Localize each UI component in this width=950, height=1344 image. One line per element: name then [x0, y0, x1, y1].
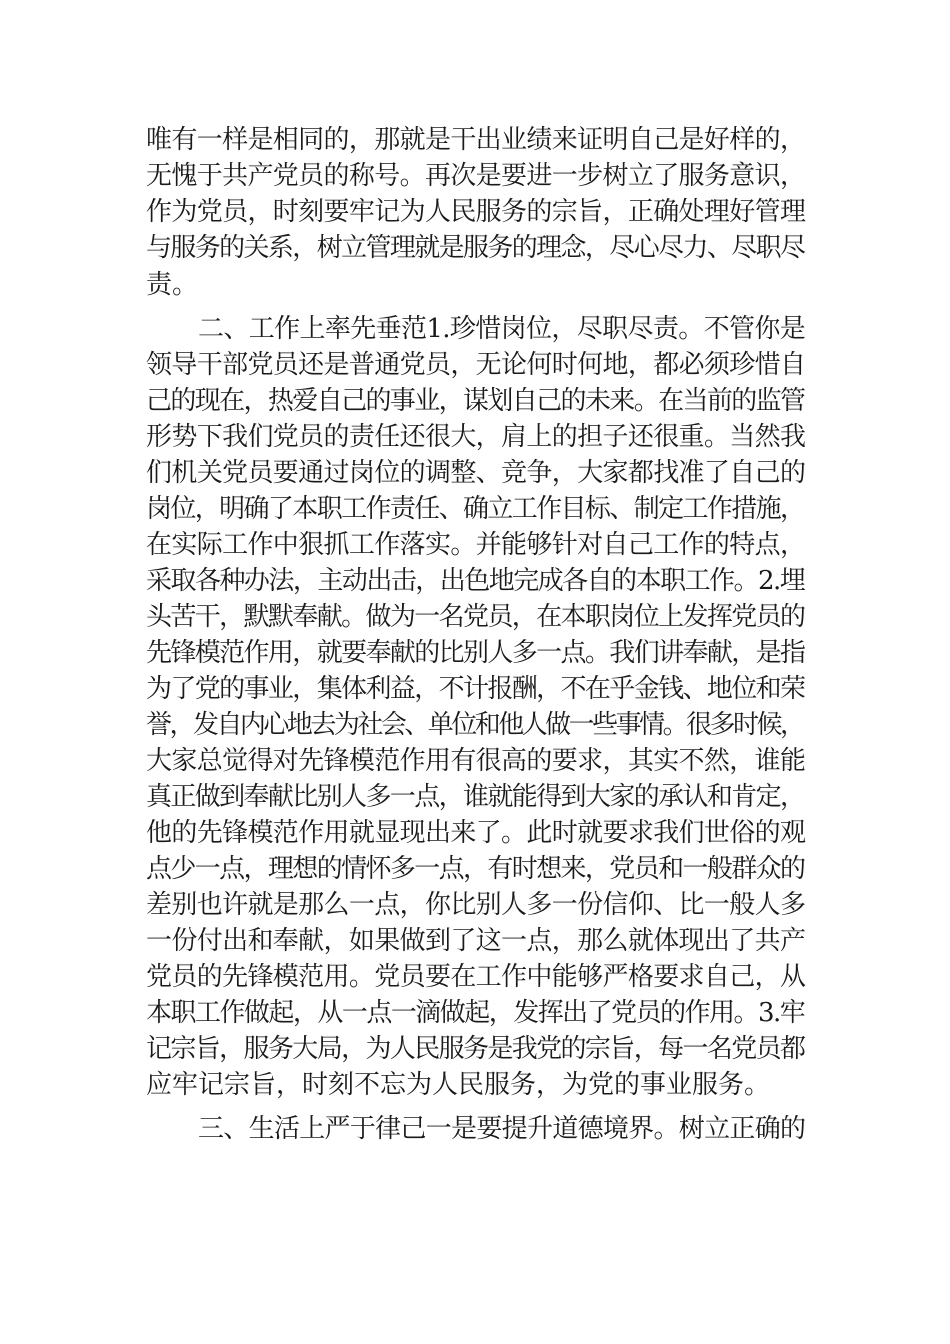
text-line: 三、生活上严于律己一是要提升道德境界。树立正确的 — [198, 1114, 806, 1144]
text-line: 唯有一样是相同的，那就是干出业绩来证明自己是好样的， — [146, 125, 806, 155]
text-line: 岗位，明确了本职工作责任、确立工作目标、制定工作措施， — [146, 494, 805, 524]
text-line: 作为党员，时刻要牢记为人民服务的宗旨，正确处理好管理 — [146, 197, 806, 227]
text-line: 二、工作上率先垂范1.珍惜岗位，尽职尽责。不管你是 — [198, 314, 806, 344]
text-line: 责。 — [146, 270, 199, 300]
text-line: 领导干部党员还是普通党员，无论何时何地，都必须珍惜自 — [146, 350, 806, 380]
text-line: 为了党的事业，集体利益，不计报酬，不在乎金钱、地位和荣 — [146, 674, 805, 704]
text-line: 采取各种办法，主动出击，出色地完成各自的本职工作。2.埋 — [146, 566, 805, 596]
text-line: 无愧于共产党员的称号。再次是要进一步树立了服务意识， — [146, 161, 806, 191]
text-line: 点少一点，理想的情怀多一点，有时想来，党员和一般群众的 — [146, 854, 805, 884]
text-line: 本职工作做起，从一点一滴做起，发挥出了党员的作用。3.牢 — [146, 998, 805, 1028]
text-line: 头苦干，默默奉献。做为一名党员，在本职岗位上发挥党员的 — [146, 602, 805, 632]
text-line: 先锋模范作用，就要奉献的比别人多一点。我们讲奉献，是指 — [146, 638, 805, 668]
text-line: 誉，发自内心地去为社会、单位和他人做一些事情。很多时候， — [146, 710, 804, 740]
text-line: 与服务的关系，树立管理就是服务的理念，尽心尽力、尽职尽 — [146, 233, 805, 263]
text-line: 记宗旨，服务大局，为人民服务是我党的宗旨，每一名党员都 — [146, 1034, 805, 1064]
text-line: 党员的先锋模范用。党员要在工作中能够严格要求自己，从 — [146, 962, 806, 992]
text-line: 们机关党员要通过岗位的调整、竞争，大家都找准了自己的 — [146, 458, 806, 488]
text-line: 形势下我们党员的责任还很大，肩上的担子还很重。当然我 — [146, 422, 806, 452]
text-line: 在实际工作中狠抓工作落实。并能够针对自己工作的特点， — [146, 530, 806, 560]
text-line: 应牢记宗旨，时刻不忘为人民服务，为党的事业服务。 — [146, 1070, 771, 1100]
text-line: 真正做到奉献比别人多一点，谁就能得到大家的承认和肯定， — [146, 782, 805, 812]
text-line: 己的现在，热爱自己的事业，谋划自己的未来。在当前的监管 — [146, 386, 805, 416]
text-line: 差别也许就是那么一点，你比别人多一份信仰、比一般人多 — [146, 890, 806, 920]
text-line: 他的先锋模范作用就显现出来了。此时就要求我们世俗的观 — [146, 818, 806, 848]
text-line: 大家总觉得对先锋模范作用有很高的要求，其实不然，谁能 — [146, 746, 806, 776]
text-line: 一份付出和奉献，如果做到了这一点，那么就体现出了共产 — [146, 926, 806, 956]
